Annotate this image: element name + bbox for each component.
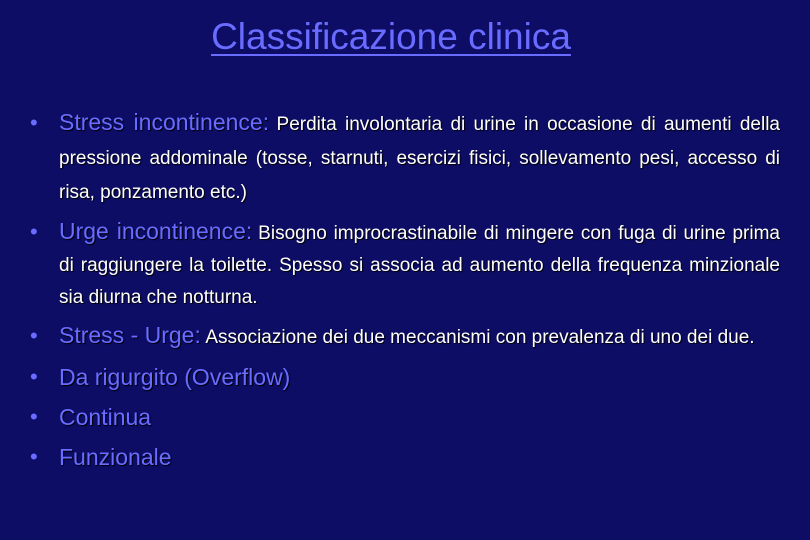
bullet-dot: • — [30, 404, 38, 429]
bullet-dot: • — [30, 444, 38, 469]
bullet-heading: Stress - Urge: — [59, 322, 201, 348]
bullet-text: Associazione dei due meccanismi con prevalenza di uno dei due. — [205, 327, 755, 348]
bullet-heading: Da rigurgito (Overflow) — [59, 364, 291, 390]
bullet-heading: Continua — [59, 404, 152, 430]
bullet-dot: • — [30, 364, 38, 389]
bullet-dot: • — [30, 110, 38, 135]
slide-title: Classificazione clinica — [211, 16, 571, 57]
bullet-heading: Urge incontinence: — [59, 218, 253, 244]
bullet-dot: • — [30, 323, 38, 348]
bullet-urge-incontinence — [30, 216, 780, 314]
bullet-stress-urge — [30, 320, 780, 354]
bullet-stress-incontinence — [30, 106, 780, 210]
bullet-funzionale — [30, 440, 780, 474]
bullet-text: Perdita involontaria di urine in occasione di aumenti della pressione addominale (tosse, starnuti, esercizi fisici, sollevamento pesi, accesso di risa, ponzamento etc.) — [59, 114, 780, 203]
bullet-dot: • — [30, 219, 38, 244]
bullet-list — [30, 100, 780, 474]
bullet-text: Bisogno improcrastinabile di mingere con fuga di urine prima di raggiungere la toilette. Spesso si associa ad aumento della frequenza minzionale sia diurna che notturna. — [59, 223, 780, 308]
bullet-heading: Stress incontinence: — [59, 109, 270, 135]
bullet-overflow — [30, 360, 780, 394]
bullet-continua — [30, 400, 780, 434]
bullet-heading: Funzionale — [59, 444, 172, 470]
